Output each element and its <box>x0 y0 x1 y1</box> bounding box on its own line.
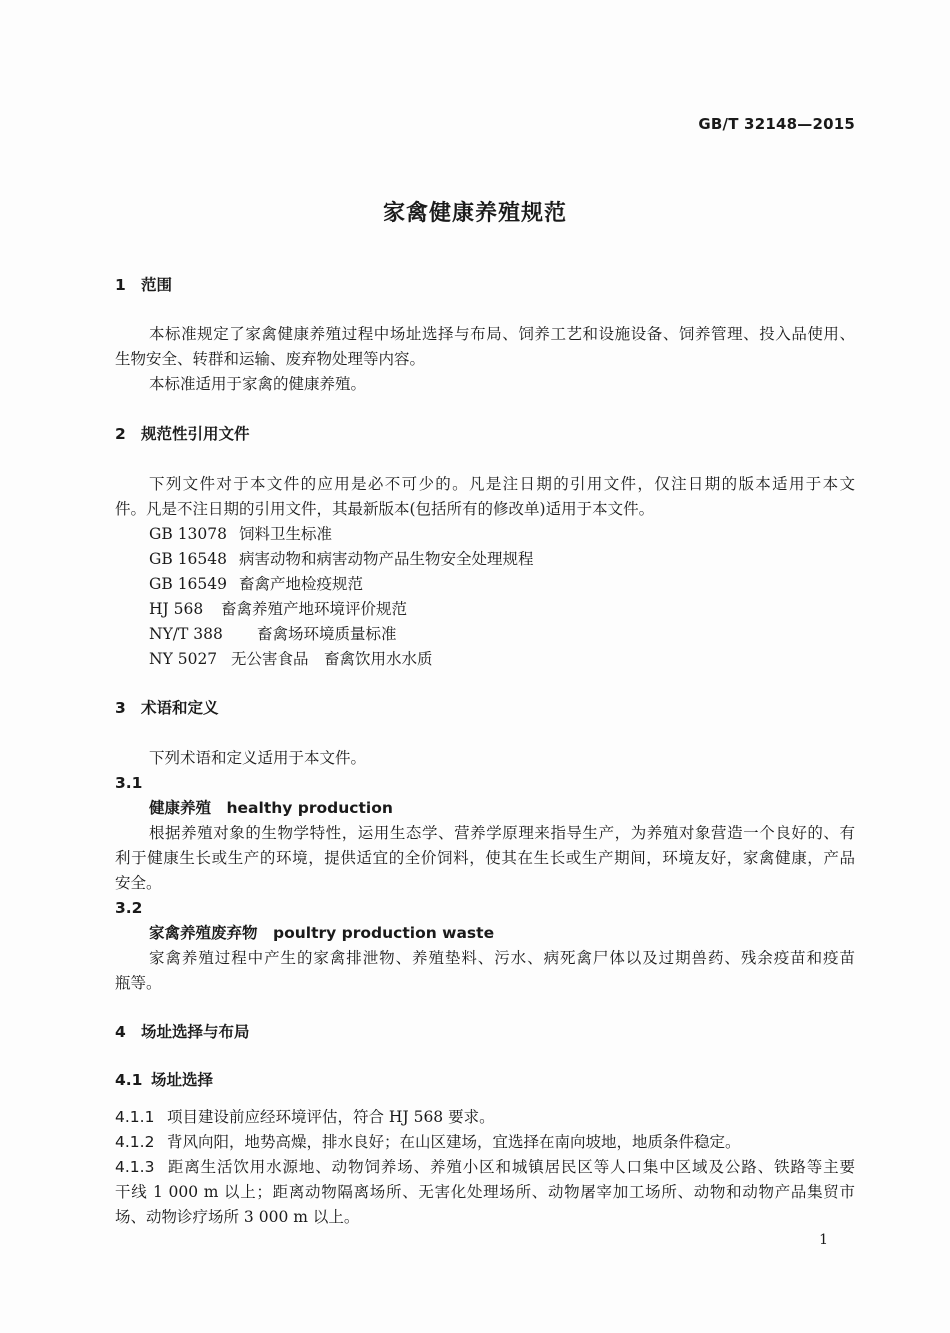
term-title: 健康养殖 healthy production <box>149 799 393 817</box>
clause-text: 项目建设前应经环境评估，符合 HJ 568 要求。 <box>167 1108 495 1126</box>
clause <box>115 1157 855 1177</box>
clause-continuation: 场、动物诊疗场所 3 000 m 以上。 <box>115 1208 360 1226</box>
paragraph-line: 生物安全、转群和运输、废弃物处理等内容。 <box>115 350 426 368</box>
standard-code: GB/T 32148—2015 <box>698 115 855 133</box>
subsection-title: 场址选择 <box>151 1071 214 1089</box>
term-title: 家禽养殖废弃物 poultry production waste <box>149 924 495 942</box>
reference-title: 饲料卫生标准 <box>239 525 333 543</box>
section-title: 场址选择与布局 <box>141 1023 250 1041</box>
reference-item <box>149 574 363 594</box>
reference-code: NY 5027 <box>149 650 218 668</box>
clause <box>115 1132 741 1152</box>
clause <box>115 1107 495 1127</box>
reference-code: NY/T 388 <box>149 625 223 643</box>
section-3-heading <box>115 698 219 718</box>
subsection-heading <box>115 1070 213 1090</box>
clause-text: 背风向阳，地势高燥，排水良好；在山区建场，宜选择在南向坡地，地质条件稳定。 <box>167 1133 741 1151</box>
section-2-heading <box>115 424 250 444</box>
paragraph-line: 下列文件对于本文件的应用是必不可少的。凡是注日期的引用文件，仅注日期的版本适用于本文 <box>149 475 855 493</box>
reference-item <box>149 649 433 669</box>
section-number: 2 <box>115 425 126 443</box>
definition-line: 家禽养殖过程中产生的家禽排泄物、养殖垫料、污水、病死禽尸体以及过期兽药、残余疫苗和疫苗 <box>149 949 855 967</box>
clause-continuation: 干线 1 000 m 以上；距离动物隔离场所、无害化处理场所、动物屠宰加工场所、动物和动物产品集贸市 <box>115 1183 855 1201</box>
reference-item <box>149 524 332 544</box>
reference-code: HJ 568 <box>149 600 204 618</box>
definition-line: 根据养殖对象的生物学特性，运用生态学、营养学原理来指导生产，为养殖对象营造一个良好的、有 <box>149 824 855 842</box>
document-title: 家禽健康养殖规范 <box>382 201 567 226</box>
reference-title: 畜禽养殖产地环境评价规范 <box>221 600 408 618</box>
reference-item <box>149 599 407 619</box>
reference-title: 无公害食品 畜禽饮用水水质 <box>231 650 433 668</box>
reference-code: GB 13078 <box>149 525 228 543</box>
clause-number: 4.1.1 <box>115 1108 155 1126</box>
clause-number: 4.1.3 <box>115 1158 155 1176</box>
subsection-number: 4.1 <box>115 1071 143 1089</box>
definition-line: 安全。 <box>115 874 162 892</box>
section-number: 4 <box>115 1023 126 1041</box>
term-number: 3.1 <box>115 774 143 792</box>
reference-item <box>149 624 397 644</box>
section-title: 术语和定义 <box>141 699 219 717</box>
reference-code: GB 16549 <box>149 575 228 593</box>
paragraph-line: 下列术语和定义适用于本文件。 <box>149 749 367 767</box>
clause-text: 距离生活饮用水源地、动物饲养场、养殖小区和城镇居民区等人口集中区域及公路、铁路等主要 <box>167 1158 855 1176</box>
clause-number: 4.1.2 <box>115 1133 155 1151</box>
reference-item <box>149 549 534 569</box>
section-1-heading <box>115 275 172 295</box>
reference-title: 畜禽场环境质量标准 <box>257 625 397 643</box>
paragraph-line: 本标准规定了家禽健康养殖过程中场址选择与布局、饲养工艺和设施设备、饲养管理、投入品使用、 <box>149 325 855 343</box>
page-number: 1 <box>819 1232 828 1248</box>
section-title: 范围 <box>141 276 173 294</box>
reference-title: 畜禽产地检疫规范 <box>239 575 364 593</box>
reference-code: GB 16548 <box>149 550 228 568</box>
section-number: 3 <box>115 699 126 717</box>
definition-line: 瓶等。 <box>115 974 162 992</box>
section-4-heading <box>115 1022 250 1042</box>
section-number: 1 <box>115 276 126 294</box>
definition-line: 利于健康生长或生产的环境，提供适宜的全价饲料，使其在生长或生产期间，环境友好，家禽健康，产品 <box>115 849 855 867</box>
reference-title: 病害动物和病害动物产品生物安全处理规程 <box>239 550 534 568</box>
term-number: 3.2 <box>115 899 143 917</box>
paragraph-line: 件。凡是不注日期的引用文件，其最新版本(包括所有的修改单)适用于本文件。 <box>115 500 655 518</box>
section-title: 规范性引用文件 <box>141 425 250 443</box>
paragraph-line: 本标准适用于家禽的健康养殖。 <box>149 375 367 393</box>
